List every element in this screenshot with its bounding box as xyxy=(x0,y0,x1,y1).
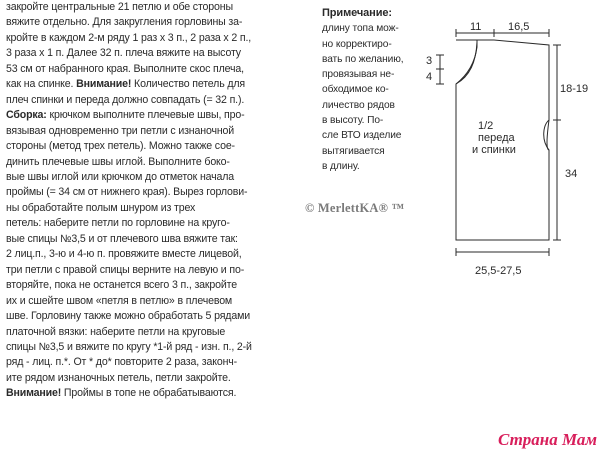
note-line: в высоту. По- xyxy=(322,115,384,127)
side-height-label: 34 xyxy=(565,168,578,180)
instr-fragment: как на спинке. xyxy=(6,78,77,91)
instr-line: закройте центральные 21 петлю и обе стороны xyxy=(6,1,233,13)
instr-line: 53 см от набранного края. Выполните скос плеча, xyxy=(6,62,244,75)
center-label-3: и спинки xyxy=(472,144,516,156)
instr-line: плеч спинки и переда должно совпадать (= 32 п.). xyxy=(6,93,245,106)
instr-fragment: Количество петель для xyxy=(131,78,246,91)
note-line: личество рядов xyxy=(322,99,395,111)
note-line: вытягивается xyxy=(322,145,385,157)
instr-line: вязывая одновременно три петли с изнаночной xyxy=(6,124,235,137)
attention-label: Внимание! xyxy=(76,78,132,91)
center-label-1: 1/2 xyxy=(478,120,494,132)
neck-step-2-label: 4 xyxy=(426,71,433,83)
watermark: © MerlettKA® ™ xyxy=(305,201,405,215)
note-line: сле ВТО изделие xyxy=(322,130,402,142)
instr-fragment: Проймы в топе не обрабатываются. xyxy=(61,387,237,400)
site-logo: Страна Мам xyxy=(498,430,598,449)
top-right-width-label: 16,5 xyxy=(508,21,530,33)
instr-line: вторяйте, пока не останется всего 3 п., закройте xyxy=(6,279,237,292)
note-line: длину топа мож- xyxy=(322,23,399,35)
note-line: в длину. xyxy=(322,160,360,172)
instr-line: динить плечевые швы иглой. Выполните боко- xyxy=(6,155,230,168)
instr-line: проймы (= 34 см от нижнего края). Вырез горлови- xyxy=(6,186,248,199)
bottom-width-label: 25,5-27,5 xyxy=(475,265,522,277)
neckline-curve xyxy=(456,42,477,84)
instr-line: 3 раза х 1 п. Далее 32 п. плеча вяжите на высоту xyxy=(6,47,241,60)
center-label-2: переда xyxy=(478,132,515,144)
instr-line: их и сшейте швом «петля в петлю» в плечевом xyxy=(6,294,233,307)
attention-label: Внимание! xyxy=(6,387,62,400)
instr-line: три петли с правой спицы верните на левую и по- xyxy=(6,263,245,276)
note-line: но корректиро- xyxy=(322,38,392,50)
instr-line: ны обработайте полым шнуром из трех xyxy=(6,201,196,214)
instr-line: вяжите отдельно. Для закругления горловины за- xyxy=(6,16,243,29)
instr-line: ите рядом изнаночных петель, петли закройте. xyxy=(6,371,231,384)
instr-fragment: крючком выполните плечевые швы, про- xyxy=(49,109,245,122)
note-line: вать по желанию, xyxy=(322,53,404,65)
top-left-width-label: 11 xyxy=(470,21,482,33)
instr-line: платочной вязки: наберите петли на круговые xyxy=(6,325,226,338)
instr-line: петель: наберите петли по горловине на круго- xyxy=(6,217,230,230)
note-line: провязывая не- xyxy=(322,69,395,81)
note-line: обходимое ко- xyxy=(322,84,389,96)
instr-line: 2 лиц.п., 3-ю и 4-ю п. провяжите вместе лицевой, xyxy=(6,248,242,261)
assembly-label: Сборка: xyxy=(6,109,47,122)
instr-line: стороны (метод трех петель). Можно также сое- xyxy=(6,140,235,153)
instr-line: вые швы иглой или крючком до отметок начала xyxy=(6,170,235,183)
instr-line: вые спицы №3,5 и от плечевого шва вяжите так: xyxy=(6,232,238,245)
armhole-height-label: 18-19 xyxy=(560,83,589,95)
note-title: Примечание: xyxy=(322,7,392,19)
instr-line: ряд - лиц. п.*. От * до* повторите 2 раза, законч- xyxy=(6,356,238,369)
instr-line: шве. Горловину также можно обработать 5 рядами xyxy=(6,310,250,323)
instr-line: кройте в каждом 2-м ряду 1 раз х 3 п., 2 раза х 2 п., xyxy=(6,31,252,44)
neck-step-1-label: 3 xyxy=(426,55,433,67)
instr-line: спицы №3,5 и вяжите по кругу *1-й ряд - изн. п., 2-й xyxy=(6,340,252,353)
